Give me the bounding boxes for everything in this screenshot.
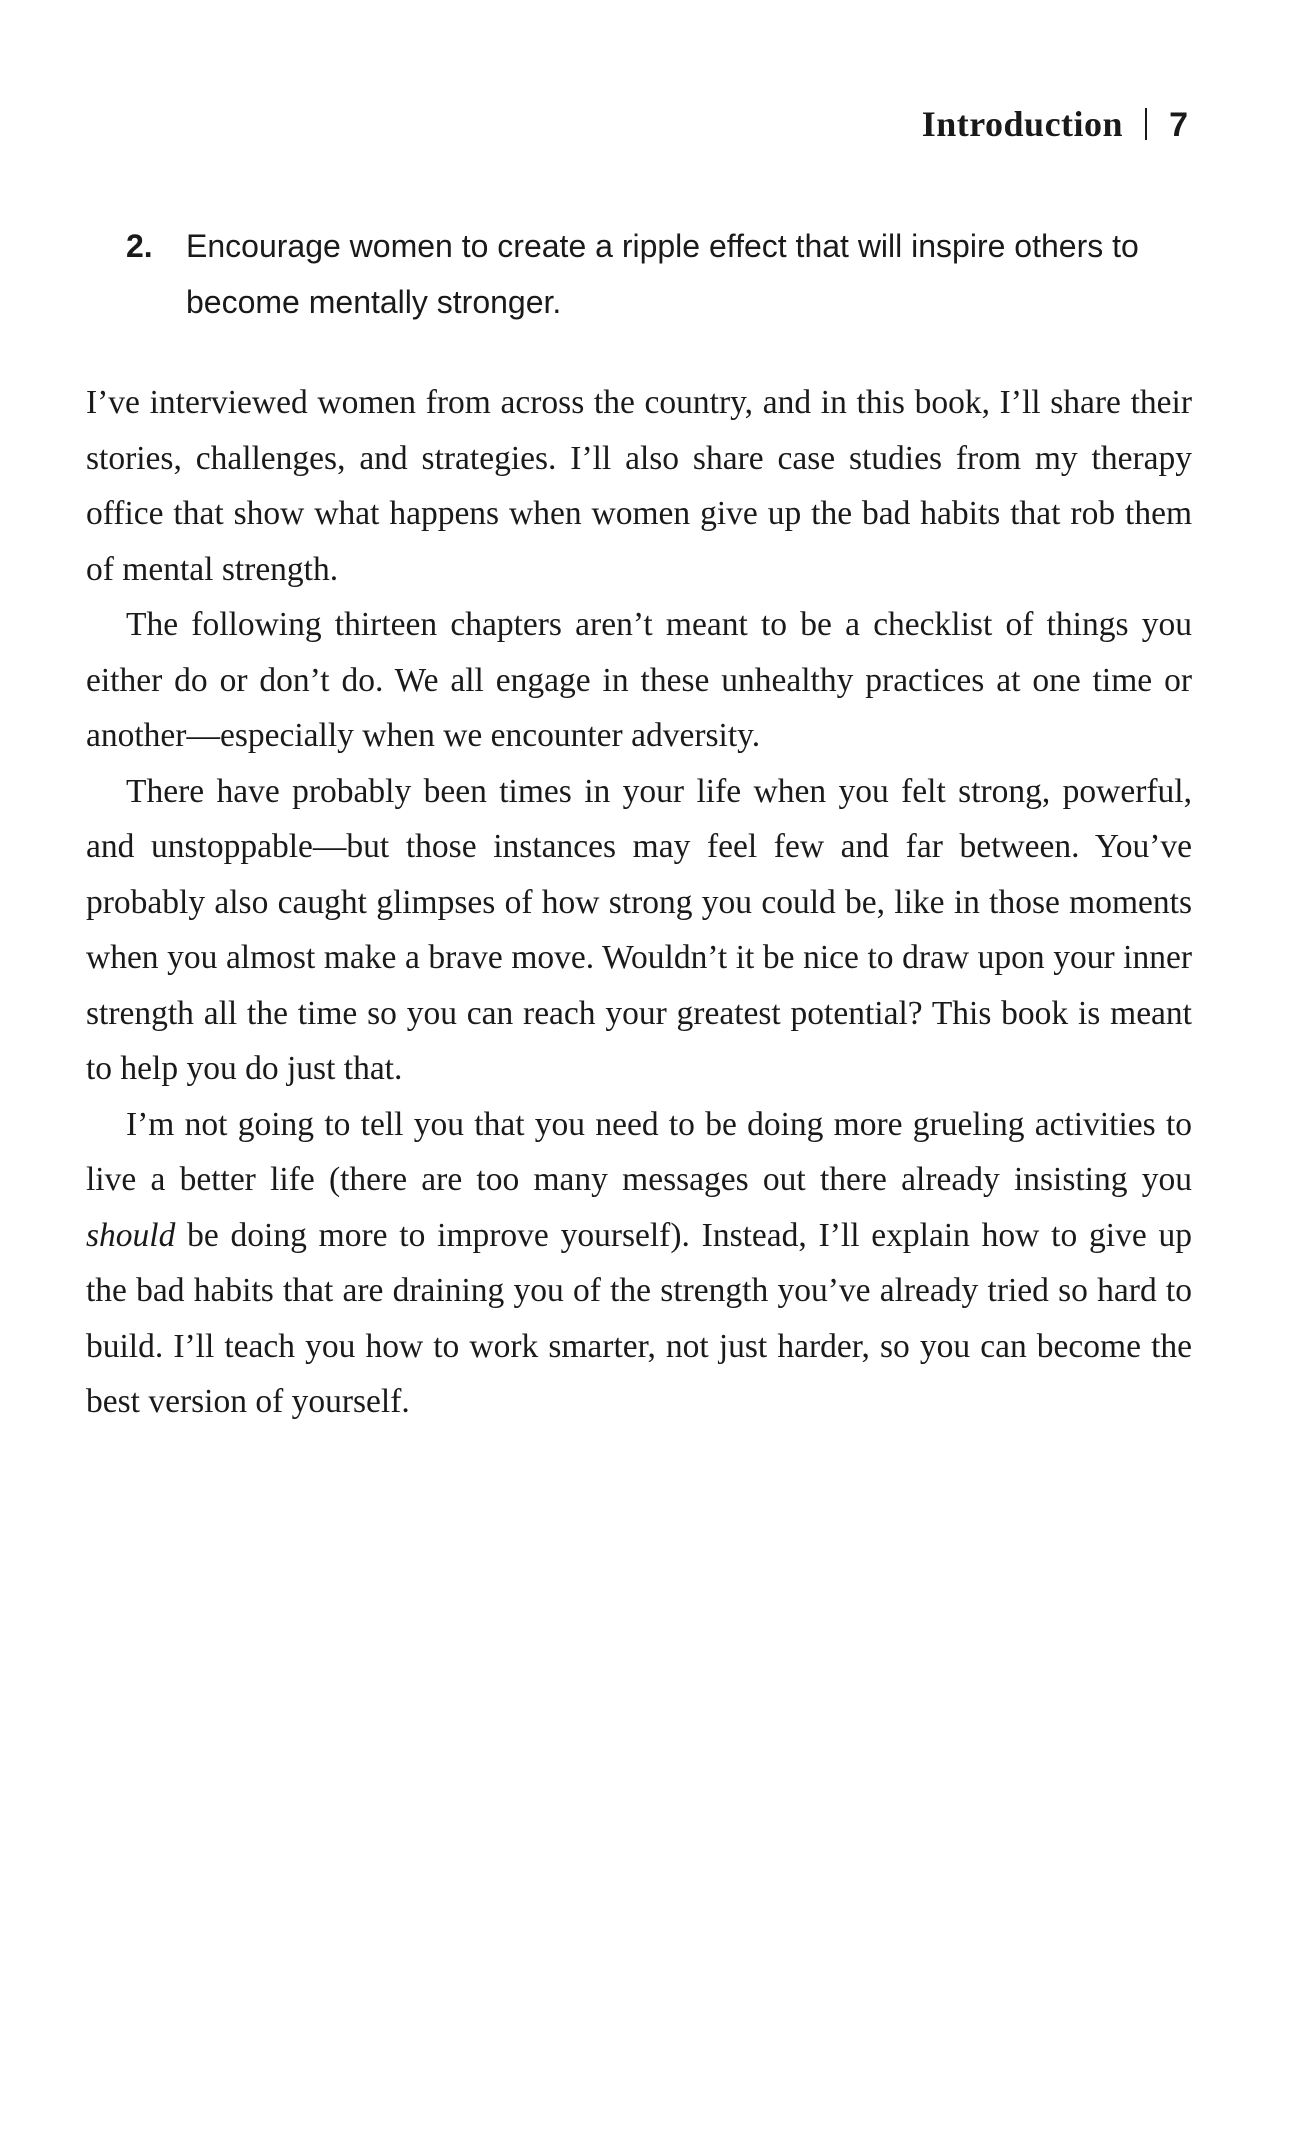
paragraph-1: I’ve interviewed women from across the country, and in this book, I’ll share their stories, challenges, and strategies. I’ll also share case studies from my therapy office that show what happens when women give up the bad habits that rob them of mental strength. — [86, 384, 1192, 588]
list-item-text: Encourage women to create a ripple effect that will inspire others to become mentally stronger. — [186, 228, 1139, 320]
header-divider — [1145, 108, 1147, 140]
numbered-list-item — [126, 218, 1196, 330]
running-header — [922, 102, 1188, 147]
body-text — [86, 375, 1192, 1430]
list-marker: 2. — [126, 228, 153, 264]
paragraph-4-part-2: be doing more to improve yourself). Instead, I’ll explain how to give up the bad habits that are draining you of the strength you’ve already tried so hard to build. I’ll teach you how to work smarter, not just harder, so you can become the best version of yourself. — [86, 1216, 1192, 1420]
paragraph-2: The following thirteen chapters aren’t meant to be a checklist of things you either do or don’t do. We all engage in these unhealthy practices at one time or another—especially when we encounter adversity. — [86, 606, 1192, 754]
paragraph-4 — [86, 1097, 1192, 1430]
emphasized-word: should — [86, 1216, 176, 1254]
page-number: 7 — [1169, 106, 1188, 144]
paragraph-4-part-1: I’m not going to tell you that you need to be doing more grueling activities to live a better life (there are too many messages out there already insisting you — [86, 1105, 1192, 1198]
paragraph-3: There have probably been times in your life when you felt strong, powerful, and unstoppable—but those instances may feel few and far between. You’ve probably also caught glimpses of how strong you could be, like in those moments when you almost make a brave move. Wouldn’t it be nice to draw upon your inner strength all the time so you can reach your greatest potential? This book is meant to help you do just that. — [86, 772, 1192, 1087]
section-title: Introduction — [921, 104, 1124, 144]
